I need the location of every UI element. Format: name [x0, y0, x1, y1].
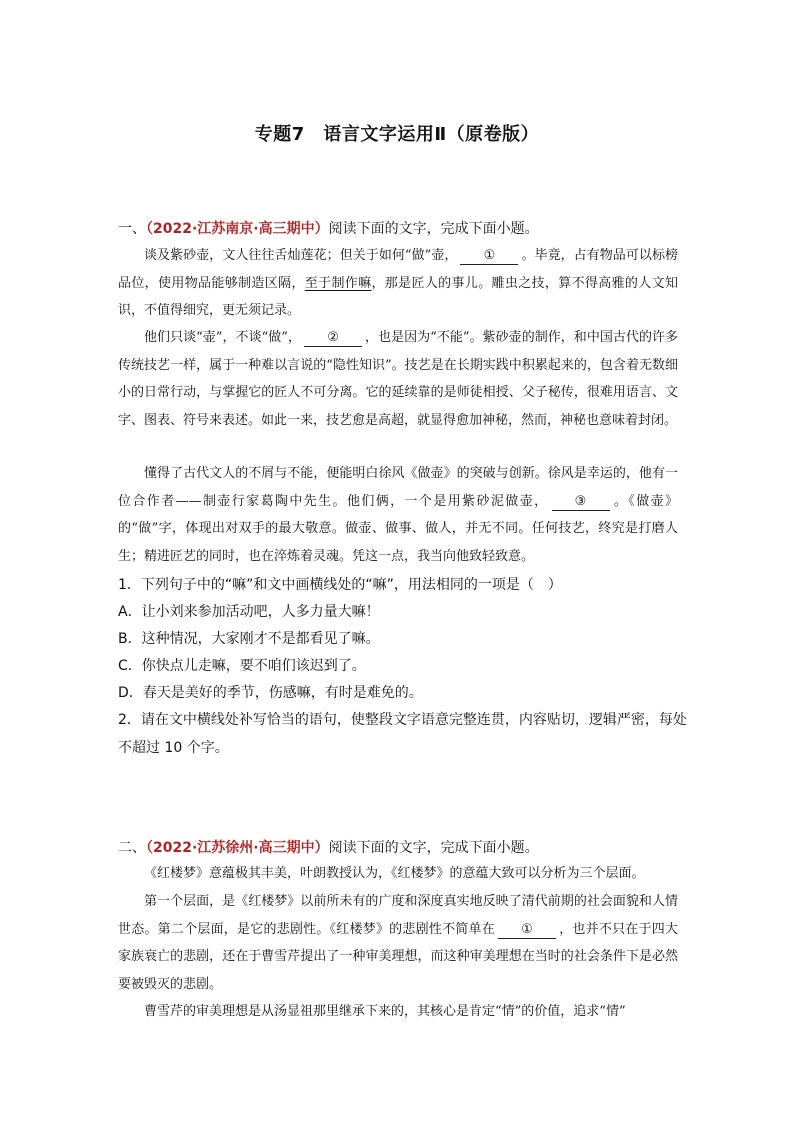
question-2: 2．请在文中横线处补写恰当的语句，使整段文字语意完整连贯，内容贴切，逻辑严密，每处不超过 10 个字。 — [118, 712, 687, 756]
text-run: ，也并不只在于四大家族衰亡的悲剧，还在于曹雪芹提出了一种审美理想，而这种审美理想在当时的社会条件下是必然要被毁灭的悲剧。 — [118, 921, 678, 992]
section-2-source: （2022·江苏徐州·高三期中） — [146, 840, 329, 856]
text-run: 懂得了古代文人的不屑与不能，便能明白徐风《做壶》的突破与创新。徐风是幸运的，他有一位合作者——制壶行家葛陶中先生。他们俩，一个是用紫砂泥做壶， — [118, 466, 678, 509]
text-run: 谈及紫砂壶，文人往往舌灿莲花；但关于如何“做”壶， — [144, 248, 458, 263]
text-run: 他们只谈“壶”，不谈“做”， — [144, 330, 302, 345]
section-2-heading — [118, 838, 539, 858]
text-run: 。毕竟，占有物品可以标榜品位，使用物品能够制造区隔， — [118, 248, 678, 291]
blank-2: ② — [304, 330, 362, 347]
option-c: C．你快点儿走嘛，要不咱们该迟到了。 — [118, 658, 366, 674]
section-2-number: 二、 — [118, 840, 146, 856]
text-run: 第一个层面，是《红楼梦》以前所未有的广度和深度真实地反映了清代前期的社会面貌和人情世态。第二个层面，是它的悲剧性。《红楼梦》的悲剧性不简单在 — [118, 894, 678, 937]
section-1-paragraph-1 — [118, 242, 678, 325]
section-1-paragraph-3 — [118, 460, 678, 570]
section-2-paragraph-2 — [118, 888, 678, 998]
option-b: B．这种情况，大家刚才不是都看见了嘛。 — [118, 631, 380, 647]
blank-3: ③ — [552, 494, 610, 511]
option-a: A．让小刘来参加活动吧，人多力量大嘛！ — [118, 604, 380, 620]
question-1: 1．下列句子中的“嘛”和文中画横线处的“嘛”，用法相同的一项是（ ） — [118, 577, 562, 593]
text-run: 《红楼梦》意蕴极其丰美，叶朗教授认为，《红楼梦》的意蕴大致可以分析为三个层面。 — [144, 866, 645, 881]
section-1-instruction: 阅读下面的文字，完成下面小题。 — [328, 221, 539, 237]
blank-1: ① — [460, 248, 518, 265]
option-d: D．春天是美好的季节，伤感嘛，有时是难免的。 — [118, 685, 423, 701]
section-2-paragraph-3 — [118, 998, 678, 1026]
text-run: 曹雪芹的审美理想是从汤显祖那里继承下来的，其核心是肯定“情”的价值，追求“情” — [144, 1004, 626, 1019]
section-1-number: 一、 — [118, 221, 146, 237]
page-title: 专题7 语言文字运用Ⅱ（原卷版） — [254, 124, 540, 145]
blank-1: ① — [498, 922, 556, 939]
text-run: 。《做壶》的“做”字，体现出对双手的最大敬意。做壶、做事、做人，并无不同。任何技艺，终究是打磨人生；精进匠艺的同时，也在淬炼着灵魂。凭这一点，我当向他致轻致意。 — [118, 493, 678, 564]
section-1-source: （2022·江苏南京·高三期中） — [146, 221, 329, 237]
section-1-paragraph-2 — [118, 324, 678, 434]
text-run: ，那是匠人的事儿。雕虫之技，算不得高雅的人文知识，不值得细究，更无须记录。 — [118, 275, 678, 318]
section-2-paragraph-1 — [118, 860, 678, 888]
underlined-phrase: 至于制作嘛 — [304, 275, 372, 291]
section-2-instruction: 阅读下面的文字，完成下面小题。 — [328, 840, 539, 856]
text-run: ，也是因为“不能”。紫砂壶的制作，和中国古代的许多传统技艺一样，属于一种难以言说的“隐性知识”。技艺是在长期实践中积累起来的，包含着无数细小的日常行动，与掌握它的匠人不可分离。它的延续靠的是师徒相授、父子秘传，很难用语言、文字、图表、符号来表述。如此一来，技艺愈是高超，就显得愈加神秘，然而，神秘也意味着封闭。 — [118, 330, 679, 428]
section-1-heading — [118, 219, 539, 239]
